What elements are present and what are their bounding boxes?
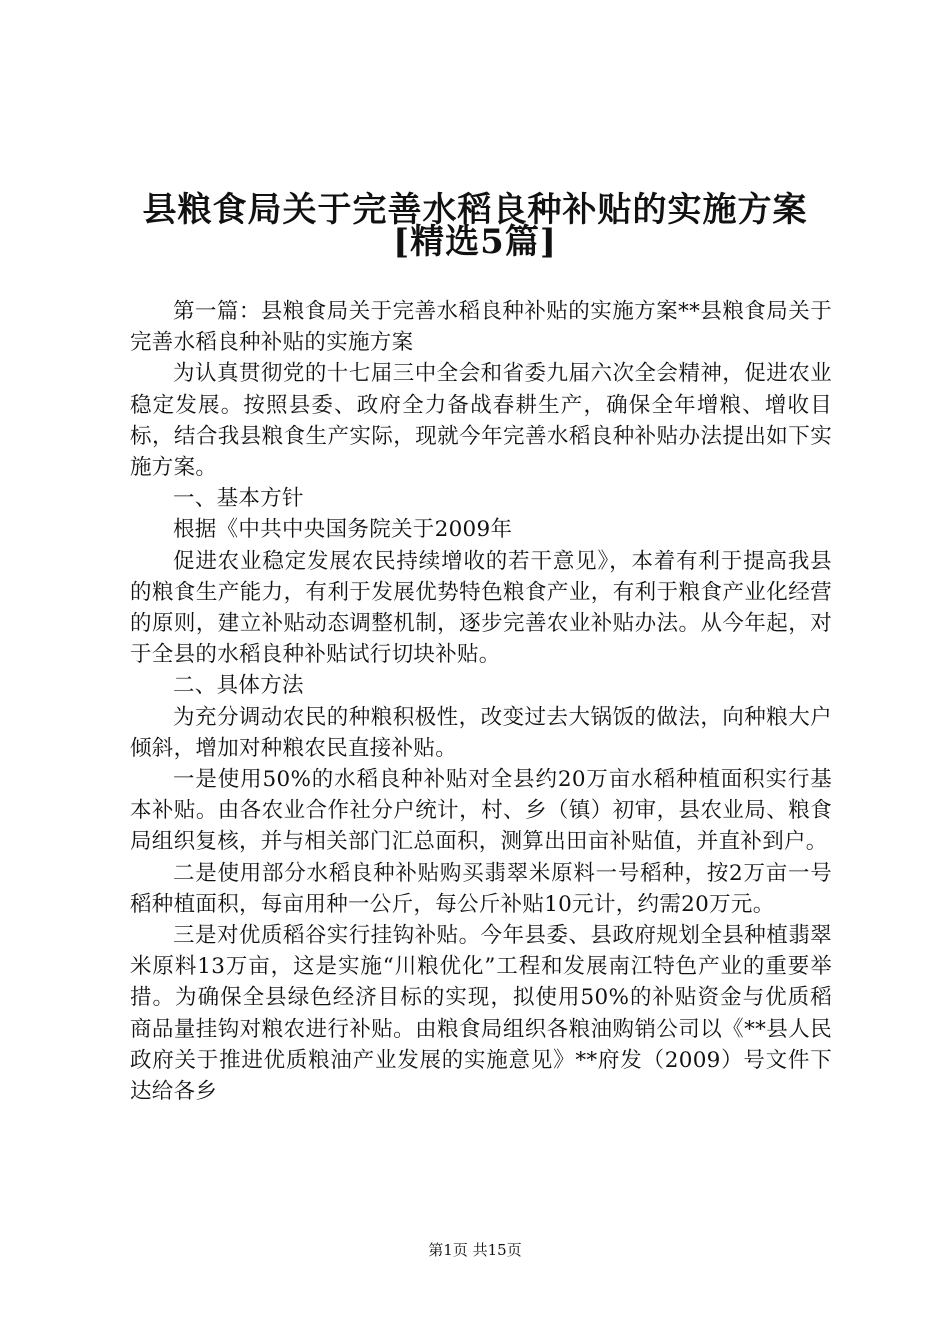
section-heading: 一、基本方针 [173, 486, 304, 512]
paragraph: 为认真贯彻党的十七届三中全会和省委九届六次全会精神，促进农业稳定发展。按照县委、政府全力备战春耕生产，确保全年增粮、增收目标，结合我县粮食生产实际，现就今年完善水稻良种补贴办法提出如下实施方案。 [130, 361, 832, 481]
paragraph: 一是使用50%的水稻良种补贴对全县约20万亩水稻种植面积实行基本补贴。由各农业合作社分户统计，村、乡（镇）初审，县农业局、粮食局组织复核，并与相关部门汇总面积，测算出田亩补贴值，并直补到户。 [130, 767, 832, 855]
document-title: 县粮食局关于完善水稻良种补贴的实施方案 [142, 190, 808, 230]
page-footer: 第1页 共15页 [428, 1241, 522, 1259]
document-body [130, 296, 832, 1107]
paragraph: 促进农业稳定发展农民持续增收的若干意见》，本着有利于提高我县的粮食生产能力，有利于发展优势特色粮食产业，有利于粮食产业化经营的原则，建立补贴动态调整机制，逐步完善农业补贴办法。从今年起，对于全县的水稻良种补贴试行切块补贴。 [130, 548, 832, 668]
paragraph: 根据《中共中央国务院关于2009年 [173, 517, 513, 543]
paragraph: 为充分调动农民的种粮积极性，改变过去大锅饭的做法，向种粮大户倾斜，增加对种粮农民直接补贴。 [130, 704, 832, 761]
document-subtitle: [精选5篇] [393, 222, 557, 262]
paragraph: 第一篇：县粮食局关于完善水稻良种补贴的实施方案**县粮食局关于完善水稻良种补贴的实施方案 [130, 299, 832, 356]
paragraph: 三是对优质稻谷实行挂钩补贴。今年县委、县政府规划全县种植翡翠米原料13万亩，这是实施“川粮优化”工程和发展南江特色产业的重要举措。为确保全县绿色经济目标的实现，拟使用50%的补贴资金与优质稻商品量挂钩对粮农进行补贴。由粮食局组织各粮油购销公司以《**县人民政府关于推进优质粮油产业发展的实施意见》**府发（2009）号文件下达给各乡 [130, 923, 832, 1105]
section-heading: 二、具体方法 [173, 673, 304, 699]
paragraph: 二是使用部分水稻良种补贴购买翡翠米原料一号稻种，按2万亩一号稻种植面积，每亩用种一公斤，每公斤补贴10元计，约需20万元。 [130, 860, 832, 917]
